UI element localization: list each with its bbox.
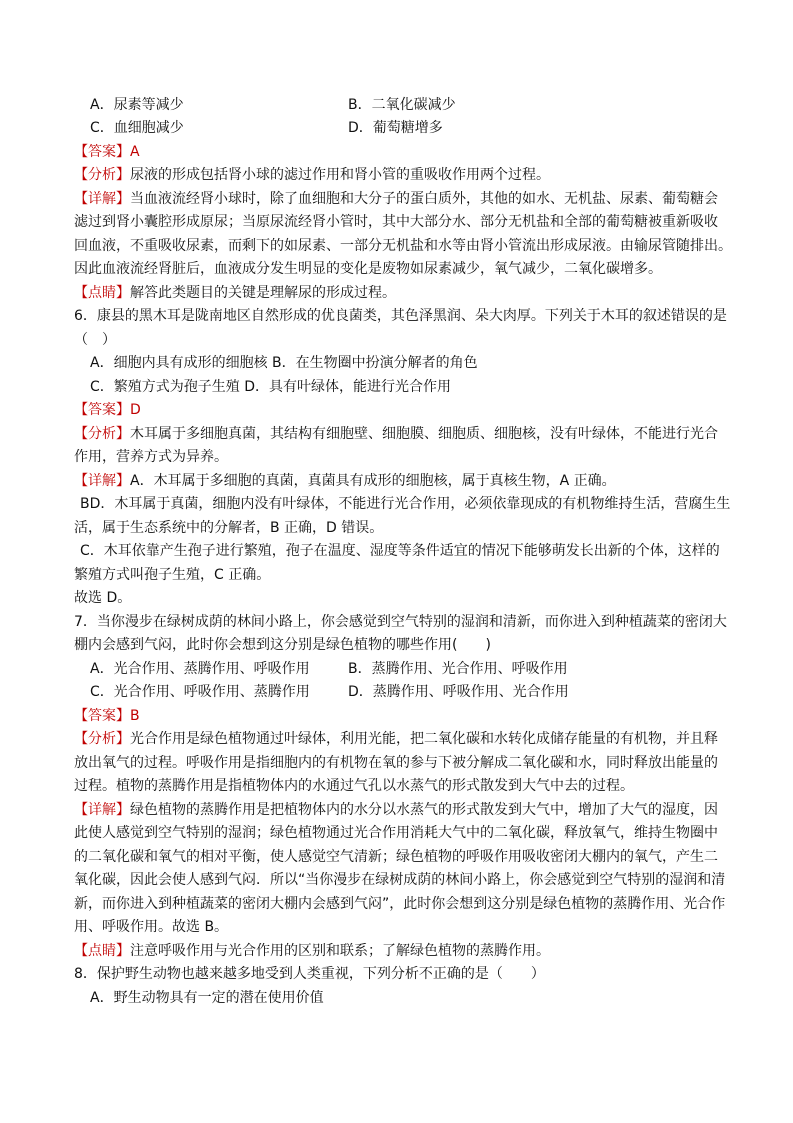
q6-stem: （ ） bbox=[74, 332, 116, 348]
q7-option-c: C．光合作用、呼吸作用、蒸腾作用 bbox=[90, 684, 310, 700]
q5-option-d: D．葡萄糖增多 bbox=[348, 120, 443, 136]
q7-stem: 棚内会感到气闷，此时你会想到这分别是绿色植物的哪些作用( ) bbox=[74, 637, 491, 653]
q5-option-a: A．尿素等减少 bbox=[90, 97, 184, 113]
q6-detail-line: C．木耳依靠产生孢子进行繁殖，孢子在温度、湿度等条件适宜的情况下能够萌发长出新的个体，这样的 bbox=[80, 543, 720, 559]
q6-detail: 【详解】A．木耳属于多细胞的真菌，真菌具有成形的细胞核，属于真核生物，A 正确。 bbox=[74, 473, 616, 489]
answer-tag: 【答案】 bbox=[74, 144, 130, 160]
q5-comment: 【点睛】解答此类题目的关键是理解尿的形成过程。 bbox=[74, 285, 396, 301]
q7-analysis: 【分析】光合作用是绿色植物通过叶绿体，利用光能，把二氧化碳和水转化成储存能量的有机物，并且释 bbox=[74, 731, 718, 747]
q6-options-row: C．繁殖方式为孢子生殖 D．具有叶绿体，能进行光合作用 bbox=[90, 379, 452, 395]
answer-value: A bbox=[130, 144, 140, 160]
q5-detail-line: 【详解】当血液流经肾小球时，除了血细胞和大分子的蛋白质外，其他的如水、无机盐、尿素、葡萄糖会 bbox=[74, 191, 718, 207]
q6-analysis-line: 作用，营养方式为异养。 bbox=[74, 449, 228, 465]
q5-detail-line: 滤过到肾小囊腔形成原尿；当原尿流经肾小管时，其中大部分水、部分无机盐和全部的葡萄糖被重新吸收 bbox=[74, 214, 718, 230]
q7-detail-line: 新，而你进入到种植蔬菜的密闭大棚内会感到气闷”，此时你会想到这分别是绿色植物的蒸腾作用、光合作 bbox=[74, 896, 726, 912]
q7-detail-line: 氧化碳，因此会使人感到气闷．所以“当你漫步在绿树成荫的林间小路上，你会感觉到空气特别的湿润和清 bbox=[74, 872, 726, 888]
detail-tag: 【详解】 bbox=[74, 191, 130, 207]
q5-answer bbox=[74, 143, 734, 161]
q8-stem: 8．保护野生动物也越来越多地受到人类重视，下列分析不正确的是（ ） bbox=[74, 966, 545, 982]
q7-option-d: D．蒸腾作用、呼吸作用、光合作用 bbox=[348, 684, 569, 700]
q6-detail-line: BD．木耳属于真菌，细胞内没有叶绿体，不能进行光合作用，必须依靠现成的有机物维持生活，营腐生生 bbox=[80, 496, 731, 512]
comment-tag: 【点睛】 bbox=[74, 285, 130, 301]
q5-option-b: B．二氧化碳减少 bbox=[348, 97, 456, 113]
q7-analysis-line: 过程。植物的蒸腾作用是指植物体内的水通过气孔以水蒸气的形式散发到大气中去的过程。 bbox=[74, 778, 634, 794]
q7-comment: 【点睛】注意呼吸作用与光合作用的区别和联系；了解绿色植物的蒸腾作用。 bbox=[74, 943, 550, 959]
q6-analysis: 【分析】木耳属于多细胞真菌，其结构有细胞壁、细胞膜、细胞质、细胞核，没有叶绿体，不能进行光合 bbox=[74, 426, 718, 442]
analysis-tag: 【分析】 bbox=[74, 167, 130, 183]
q7-detail-line: 的二氧化碳和氧气的相对平衡，使人感觉空气清新；绿色植物的呼吸作用吸收密闭大棚内的氧气，产生二 bbox=[74, 849, 718, 865]
q8-option-a: A．野生动物具有一定的潜在使用价值 bbox=[90, 990, 324, 1006]
q7-answer: 【答案】B bbox=[74, 708, 140, 724]
analysis-text: 尿液的形成包括肾小球的滤过作用和肾小管的重吸收作用两个过程。 bbox=[130, 167, 550, 183]
q7-option-b: B．蒸腾作用、光合作用、呼吸作用 bbox=[348, 661, 568, 677]
q6-options-row: A．细胞内具有成形的细胞核 B．在生物圈中扮演分解者的角色 bbox=[90, 355, 478, 371]
q7-detail-line: 此使人感觉到空气特别的湿润；绿色植物通过光合作用消耗大气中的二氧化碳，释放氧气，维持生物圈中 bbox=[74, 825, 718, 841]
q5-option-c: C．血细胞减少 bbox=[90, 120, 184, 136]
q6-detail-line: 活，属于生态系统中的分解者，B 正确，D 错误。 bbox=[74, 520, 384, 536]
q7-detail-line: 用、呼吸作用。故选 B。 bbox=[74, 919, 229, 935]
q7-analysis-line: 放出氧气的过程。呼吸作用是指细胞内的有机物在氧的参与下被分解成二氧化碳和水，同时释放出能量的 bbox=[74, 755, 718, 771]
q6-stem: 6．康县的黑木耳是陇南地区自然形成的优良菌类，其色泽黑润、朵大肉厚。下列关于木耳的叙述错误的是 bbox=[74, 308, 727, 324]
q6-answer: 【答案】D bbox=[74, 402, 141, 418]
q5-detail-line: 回血液，不重吸收尿素，而剩下的如尿素、一部分无机盐和水等由肾小管流出形成尿液。由输尿管随排出。 bbox=[74, 238, 732, 254]
q7-stem: 7．当你漫步在绿树成荫的林间小路上，你会感觉到空气特别的湿润和清新，而你进入到种植蔬菜的密闭大 bbox=[74, 614, 727, 630]
q7-detail: 【详解】绿色植物的蒸腾作用是把植物体内的水分以水蒸气的形式散发到大气中，增加了大气的湿度，因 bbox=[74, 802, 718, 818]
q5-detail-line: 因此血液流经肾脏后，血液成分发生明显的变化是废物如尿素减少，氧气减少，二氧化碳增多。 bbox=[74, 261, 662, 277]
q5-analysis bbox=[74, 166, 734, 184]
q6-detail-line: 繁殖方式叫孢子生殖，C 正确。 bbox=[74, 567, 271, 583]
q6-detail-line: 故选 D。 bbox=[74, 590, 132, 606]
q7-option-a: A．光合作用、蒸腾作用、呼吸作用 bbox=[90, 661, 310, 677]
